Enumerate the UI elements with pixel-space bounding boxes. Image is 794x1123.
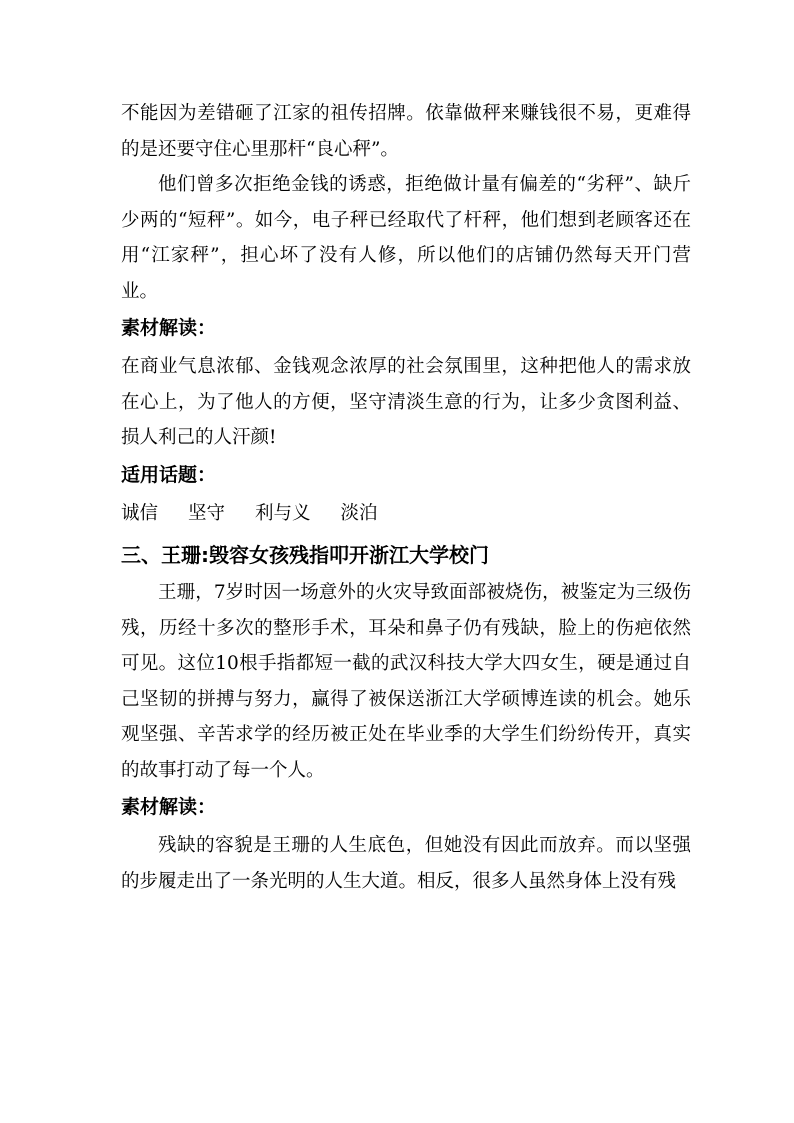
topics-list (121, 496, 691, 532)
topics-heading: 适用话题： (121, 463, 217, 486)
topic-item: 坚守 (188, 502, 226, 524)
interpretation-heading-1: 素材解读： (121, 317, 217, 339)
paragraph-1: 不能因为差错砸了江家的祖传招牌。依靠做秤来赚钱很不易，更难得的是还要守住心里那杆“良心秤”。 (121, 103, 691, 160)
interpretation-paragraph-1: 在商业气息浓郁、金钱观念浓厚的社会氛围里，这种把他人的需求放在心上，为了他人的方便，坚守清淡生意的行为，让多少贪图利益、损人利己的人汗颜! (121, 356, 691, 448)
section-title-3: 三、王珊:毁容女孩残指叩开浙江大学校门 (121, 543, 489, 567)
topic-item: 利与义 (255, 502, 311, 524)
interpretation-paragraph-2: 残缺的容貌是王珊的人生底色，但她没有因此而放弃。而以坚强的步履走出了一条光明的人生大道。相反，很多人虽然身体上没有残 (121, 835, 691, 892)
paragraph-2: 他们曾多次拒绝金钱的诱惑，拒绝做计量有偏差的“劣秤”、缺斤少两的“短秤”。如今，电子秤已经取代了杆秤，他们想到老顾客还在用“江家秤”，担心坏了没有人修，所以他们的店铺仍然每天开门营业。 (121, 174, 691, 302)
document-page (121, 96, 691, 899)
topic-item: 淡泊 (340, 502, 378, 524)
paragraph-wang-shan: 王珊，7岁时因一场意外的火灾导致面部被烧伤，被鉴定为三级伤残，历经十多次的整形手术，耳朵和鼻子仍有残缺，脸上的伤疤依然可见。这位10根手指都短一截的武汉科技大学大四女生，硬是通过自己坚韧的拼搏与努力，赢得了被保送浙江大学硕博连读的机会。她乐观坚强、辛苦求学的经历被正处在毕业季的大学生们纷纷传开，真实的故事打动了每一个人。 (121, 582, 691, 781)
interpretation-heading-2: 素材解读： (121, 796, 217, 818)
topic-item: 诚信 (121, 502, 159, 524)
